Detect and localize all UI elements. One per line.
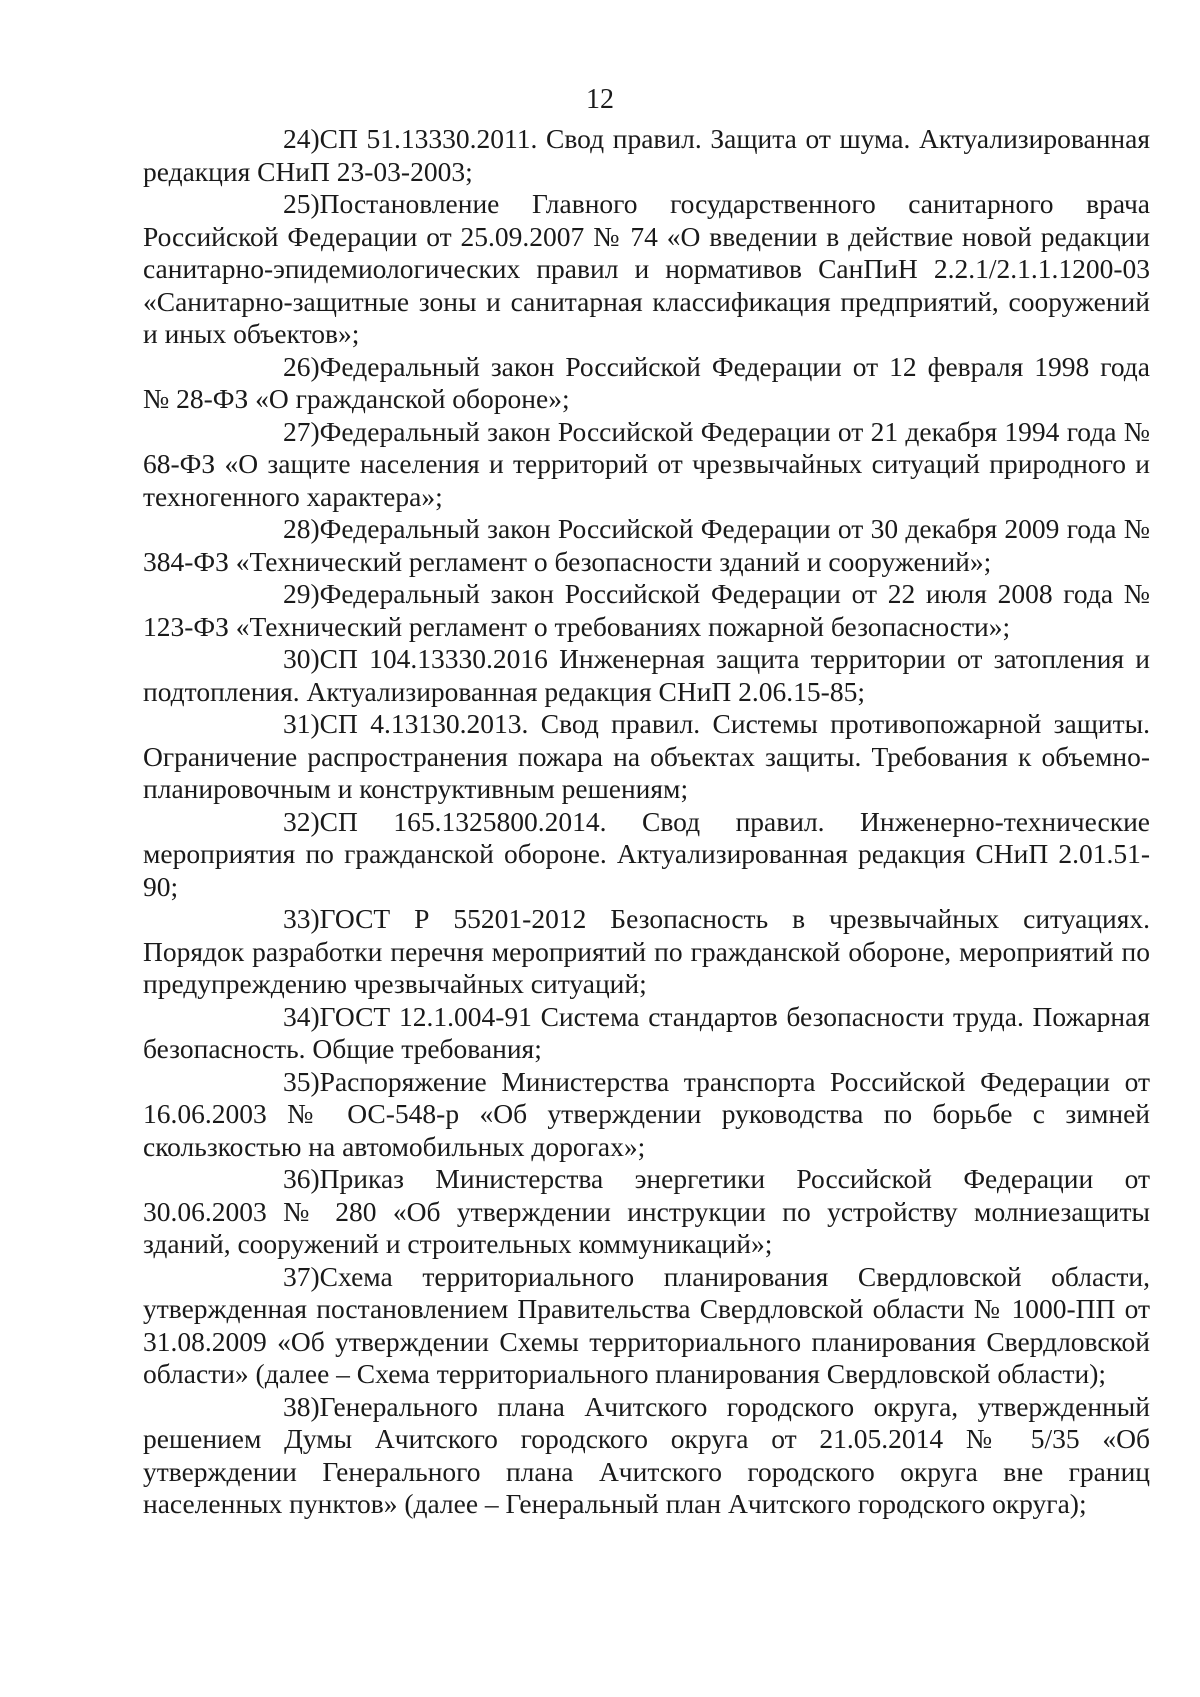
item-number: 38) (283, 1390, 320, 1422)
list-item (143, 806, 1150, 904)
item-number: 31) (283, 708, 320, 739)
page-number: 12 (586, 84, 614, 115)
item-number: 37) (283, 1260, 320, 1292)
item-number: 28) (283, 513, 320, 544)
item-text: СП 165.1325800.2014. Свод правил. Инженерно-технические мероприятия по гражданской обороне. Актуализированная редакция СНиП 2.01.51-90; (143, 805, 1150, 902)
list-item (143, 903, 1150, 1001)
list-item (143, 1391, 1150, 1521)
item-number: 25) (283, 188, 320, 219)
item-number: 32) (283, 805, 320, 837)
item-text: Федеральный закон Российской Федерации от 21 декабря 1994 года № 68-ФЗ «О защите населения и территорий от чрезвычайных ситуаций природного и техногенного характера»; (143, 415, 1150, 512)
list-item (143, 1001, 1150, 1066)
item-text: ГОСТ 12.1.004-91 Система стандартов безопасности труда. Пожарная безопасность. Общие требования; (143, 1000, 1150, 1064)
item-text: Распоряжение Министерства транспорта Российской Федерации от 16.06.2003 № ОС-548-р «Об утверждении руководства по борьбе с зимней скользкостью на автомобильных дорогах»; (143, 1065, 1150, 1162)
item-number: 24) (283, 123, 320, 154)
list-item (143, 351, 1150, 416)
item-text: Федеральный закон Российской Федерации от 30 декабря 2009 года № 384-ФЗ «Технический регламент о безопасности зданий и сооружений»; (143, 513, 1150, 577)
list-item (143, 1261, 1150, 1391)
item-number: 26) (283, 350, 320, 382)
item-text: СП 4.13130.2013. Свод правил. Системы противопожарной защиты. Ограничение распространения пожара на объектах защиты. Требования к объемно-планировочным и конструктивным решениям; (143, 708, 1150, 804)
item-text: СП 104.13330.2016 Инженерная защита территории от затопления и подтопления. Актуализированная редакция СНиП 2.06.15-85; (143, 643, 1150, 707)
list-item (143, 513, 1150, 578)
item-text: Генерального плана Ачитского городского округа, утвержденный решением Думы Ачитского городского округа от 21.05.2014 № 5/35 «Об утверждении Генерального плана Ачитского городского округа вне границ населенных пунктов» (далее – Генеральный план Ачитского городского округа); (143, 1390, 1150, 1519)
item-text: Приказ Министерства энергетики Российской Федерации от 30.06.2003 № 280 «Об утверждении инструкции по устройству молниезащиты зданий, сооружений и строительных коммуникаций»; (143, 1163, 1150, 1259)
item-number: 34) (283, 1000, 320, 1032)
item-number: 29) (283, 578, 320, 609)
item-text: Постановление Главного государственного санитарного врача Российской Федерации от 25.09.2007 № 74 «О введении в действие новой редакции санитарно-эпидемиологических правил и нормативов СанПиН 2.2.1/2.1.1.1200-03 «Санитарно-защитные зоны и санитарная классификация предприятий, сооружений и иных объектов»; (143, 188, 1150, 349)
list-item (143, 1066, 1150, 1164)
item-number: 36) (283, 1163, 320, 1194)
item-text: ГОСТ Р 55201-2012 Безопасность в чрезвычайных ситуациях. Порядок разработки перечня мероприятий по гражданской обороне, мероприятий по предупреждению чрезвычайных ситуаций; (143, 903, 1150, 999)
item-text: СП 51.13330.2011. Свод правил. Защита от шума. Актуализированная редакция СНиП 23-03-2003; (143, 123, 1150, 187)
item-text: Федеральный закон Российской Федерации от 22 июля 2008 года № 123-ФЗ «Технический регламент о требованиях пожарной безопасности»; (143, 578, 1150, 642)
item-number: 30) (283, 643, 320, 674)
list-item (143, 708, 1150, 806)
reference-list (143, 123, 1150, 1521)
list-item (143, 123, 1150, 188)
item-number: 33) (283, 903, 320, 934)
list-item (143, 1163, 1150, 1261)
item-text: Федеральный закон Российской Федерации от 12 февраля 1998 года № 28-ФЗ «О гражданской обороне»; (143, 350, 1150, 414)
item-number: 27) (283, 415, 320, 447)
item-text: Схема территориального планирования Свердловской области, утвержденная постановлением Правительства Свердловской области № 1000-ПП от 31.08.2009 «Об утверждении Схемы территориального планирования Свердловской области» (далее – Схема территориального планирования Свердловской области); (143, 1260, 1150, 1389)
list-item (143, 578, 1150, 643)
list-item (143, 188, 1150, 351)
list-item (143, 416, 1150, 514)
list-item (143, 643, 1150, 708)
item-number: 35) (283, 1065, 320, 1097)
